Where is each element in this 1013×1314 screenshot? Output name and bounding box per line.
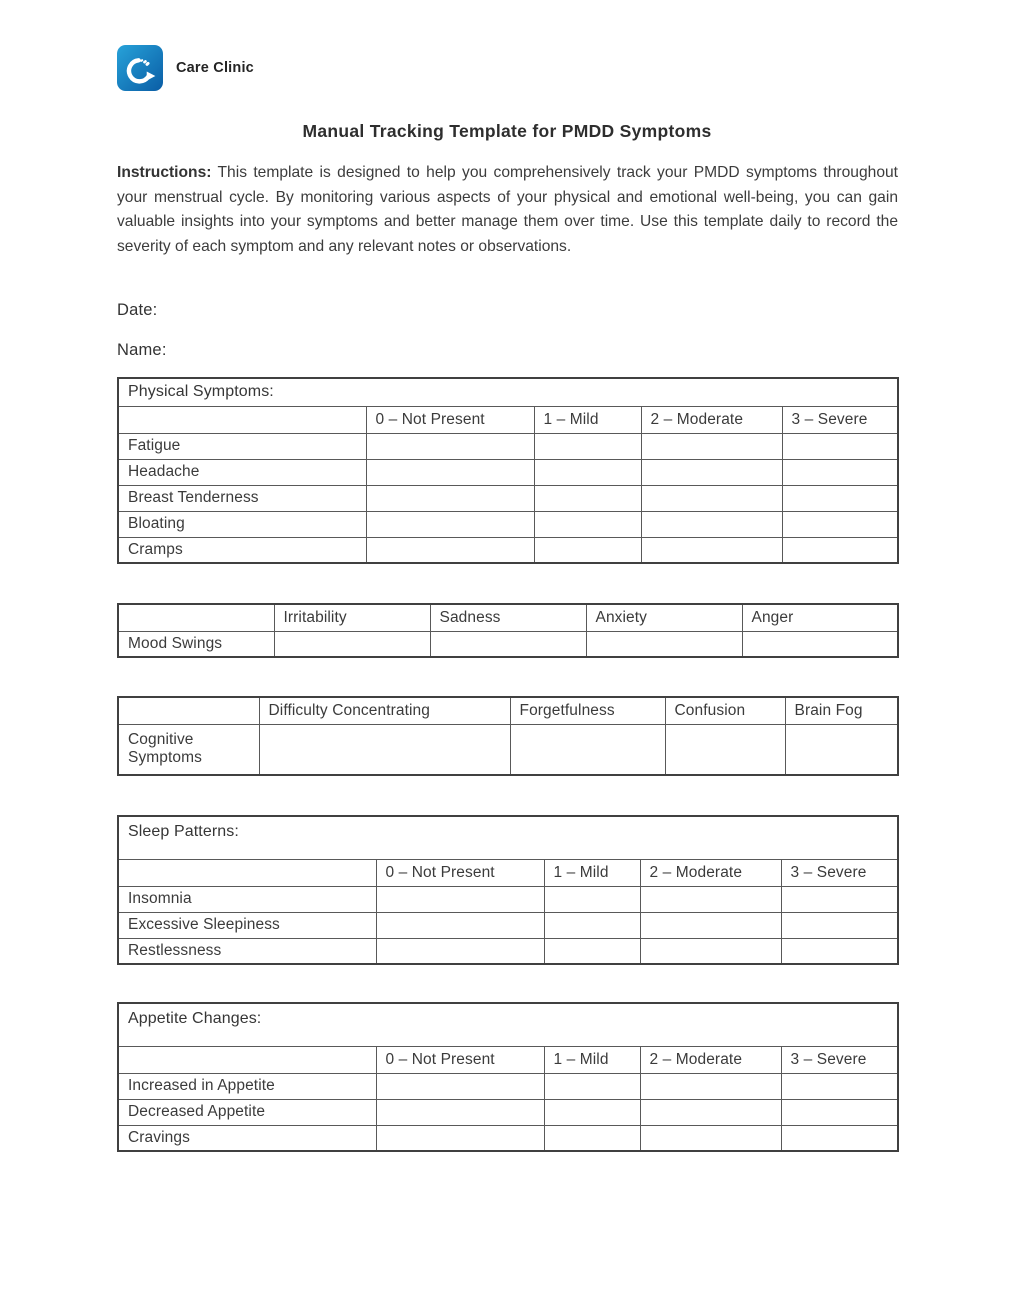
sleep-table-title: Sleep Patterns: [118,816,898,859]
entry-cell [366,433,534,459]
entry-cell [641,485,782,511]
brand-header [117,45,254,91]
physical-table-title: Physical Symptoms: [118,378,898,406]
entry-cell [544,1125,640,1151]
entry-cell [544,1073,640,1099]
symptom-label: Cramps [118,537,366,563]
symptom-label: Insomnia [118,886,376,912]
appetite-table-title: Appetite Changes: [118,1003,898,1046]
entry-cell [376,938,544,964]
cognitive-header: Confusion [665,697,785,724]
mood-header: Anxiety [586,604,742,631]
severity-header: 1 – Mild [544,1046,640,1073]
severity-header: 2 – Moderate [640,1046,781,1073]
appetite-changes-table [117,1002,899,1152]
entry-cell [366,459,534,485]
symptom-label: Increased in Appetite [118,1073,376,1099]
entry-cell [640,1073,781,1099]
entry-cell [534,511,641,537]
entry-cell [544,912,640,938]
mood-header: Anger [742,604,898,631]
entry-cell [782,485,898,511]
entry-cell [781,938,898,964]
entry-cell [430,631,586,657]
severity-header: 0 – Not Present [376,859,544,886]
entry-cell [785,724,898,775]
severity-header: 2 – Moderate [640,859,781,886]
entry-cell [534,459,641,485]
symptom-label: Headache [118,459,366,485]
entry-cell [641,459,782,485]
symptom-label: Bloating [118,511,366,537]
entry-cell [742,631,898,657]
entry-cell [544,938,640,964]
entry-cell [366,485,534,511]
entry-cell [781,1073,898,1099]
entry-cell [781,912,898,938]
entry-cell [640,886,781,912]
severity-header: 3 – Severe [781,859,898,886]
cognitive-header: Forgetfulness [510,697,665,724]
care-clinic-logo-icon [117,45,163,91]
cognitive-header: Difficulty Concentrating [259,697,510,724]
physical-symptoms-table [117,377,899,564]
entry-cell [782,537,898,563]
severity-header: 0 – Not Present [376,1046,544,1073]
severity-header: 1 – Mild [544,859,640,886]
entry-cell [781,1099,898,1125]
entry-cell [641,433,782,459]
date-label: Date: [117,301,158,319]
entry-cell [376,1073,544,1099]
entry-cell [366,537,534,563]
severity-header: 3 – Severe [781,1046,898,1073]
sleep-patterns-table [117,815,899,965]
entry-cell [640,912,781,938]
entry-cell [534,485,641,511]
entry-cell [274,631,430,657]
entry-cell [544,1099,640,1125]
instructions-body: This template is designed to help you comprehensively track your PMDD symptoms throughout your menstrual cycle. By monitoring various aspects of your physical and emotional well-being, you can gain valuable insights into your symptoms and better manage them over time. Use this template daily to record the severity of each symptom and any relevant notes or observations. [117,164,898,255]
entry-cell [781,1125,898,1151]
entry-cell [782,459,898,485]
mood-header: Irritability [274,604,430,631]
corner-cell [118,859,376,886]
mood-header: Sadness [430,604,586,631]
entry-cell [534,537,641,563]
corner-cell [118,406,366,433]
symptom-label: Decreased Appetite [118,1099,376,1125]
entry-cell [781,886,898,912]
instructions-paragraph [117,161,898,259]
entry-cell [544,886,640,912]
entry-cell [259,724,510,775]
page-title: Manual Tracking Template for PMDD Symptoms [302,121,712,141]
symptom-label: Restlessness [118,938,376,964]
entry-cell [782,511,898,537]
symptom-label: Cognitive Symptoms [118,724,259,775]
entry-cell [665,724,785,775]
entry-cell [640,1099,781,1125]
name-label: Name: [117,341,167,359]
symptom-label: Fatigue [118,433,366,459]
cognitive-header: Brain Fog [785,697,898,724]
symptom-label: Cravings [118,1125,376,1151]
severity-header: 3 – Severe [782,406,898,433]
entry-cell [586,631,742,657]
symptom-label: Mood Swings [118,631,274,657]
corner-cell [118,604,274,631]
entry-cell [640,938,781,964]
entry-cell [641,511,782,537]
cognitive-symptoms-table [117,696,899,776]
entry-cell [782,433,898,459]
entry-cell [640,1125,781,1151]
symptom-label: Excessive Sleepiness [118,912,376,938]
entry-cell [376,1099,544,1125]
severity-header: 0 – Not Present [366,406,534,433]
entry-cell [366,511,534,537]
severity-header: 1 – Mild [534,406,641,433]
mood-swings-table [117,603,899,658]
entry-cell [534,433,641,459]
corner-cell [118,1046,376,1073]
brand-name: Care Clinic [176,60,254,76]
entry-cell [376,886,544,912]
severity-header: 2 – Moderate [641,406,782,433]
entry-cell [376,1125,544,1151]
instructions-label: Instructions: [117,164,212,181]
entry-cell [510,724,665,775]
entry-cell [641,537,782,563]
corner-cell [118,697,259,724]
entry-cell [376,912,544,938]
symptom-label: Breast Tenderness [118,485,366,511]
